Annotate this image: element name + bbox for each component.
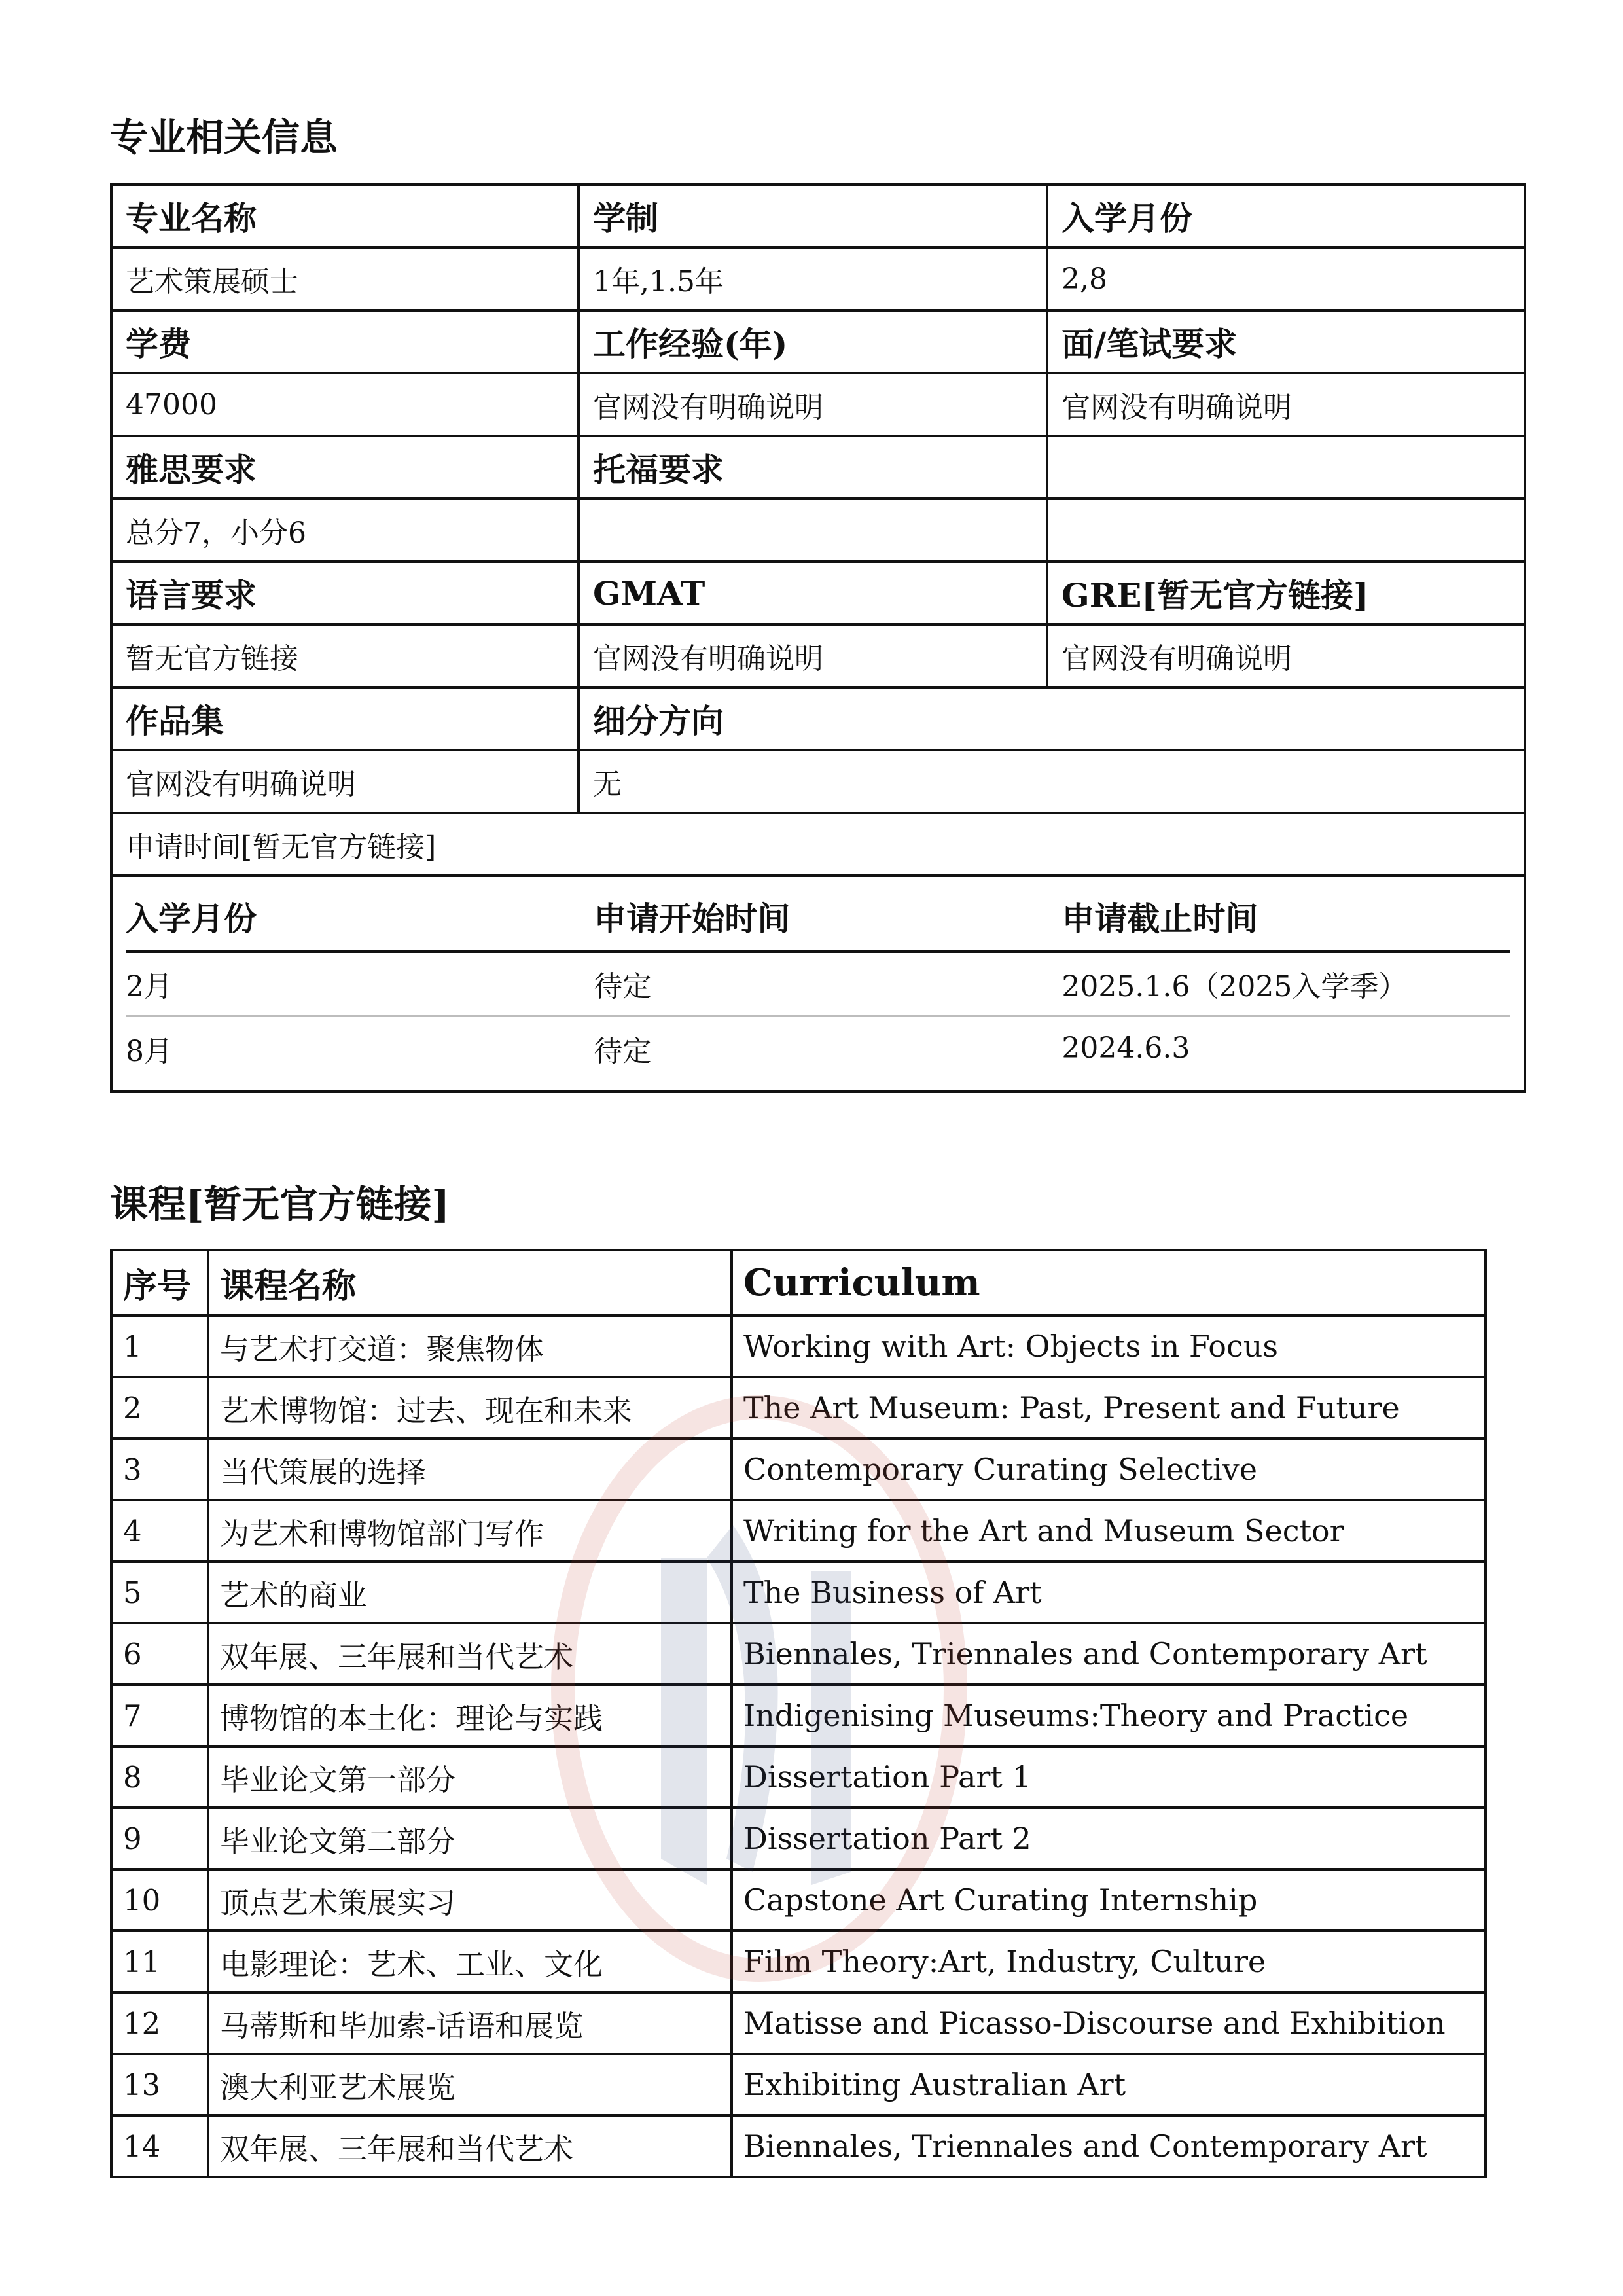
course-number: 14 xyxy=(111,2115,208,2177)
course-name-en: Dissertation Part 2 xyxy=(732,1808,1486,1869)
info-header-cell: 工作经验(年) xyxy=(579,310,1047,373)
table-row xyxy=(111,1685,1486,1746)
course-name-cn: 与艺术打交道：聚焦物体 xyxy=(208,1316,732,1377)
curriculum-header-cell: Curriculum xyxy=(732,1250,1486,1316)
timeline-header-cell: 申请截止时间 xyxy=(1061,882,1510,952)
curriculum-header-cell: 序号 xyxy=(111,1250,208,1316)
course-name-en: Indigenising Museums:Theory and Practice xyxy=(732,1685,1486,1746)
table-row xyxy=(111,1439,1486,1500)
program-info-table xyxy=(110,183,1526,1093)
direction-label: 细分方向 xyxy=(579,687,1525,750)
info-value-row xyxy=(111,624,1525,687)
course-number: 4 xyxy=(111,1500,208,1562)
section-title-curriculum: 课程[暂无官方链接] xyxy=(110,1182,450,1227)
info-header-row xyxy=(111,185,1525,247)
course-number: 7 xyxy=(111,1685,208,1746)
course-number: 13 xyxy=(111,2054,208,2115)
info-value-row xyxy=(111,373,1525,436)
info-value-cell: 总分7，小分6 xyxy=(111,499,579,562)
timeline-cell: 待定 xyxy=(594,952,1061,1016)
info-header-cell: GMAT xyxy=(579,562,1047,624)
course-number: 9 xyxy=(111,1808,208,1869)
info-header-cell: 入学月份 xyxy=(1047,185,1525,247)
portfolio-value: 官网没有明确说明 xyxy=(111,750,579,813)
timeline-container xyxy=(111,876,1525,1092)
timeline-cell: 8月 xyxy=(126,1034,173,1068)
timeline-cell: 2025.1.6（2025入学季） xyxy=(1061,952,1510,1016)
timeline-row-item xyxy=(126,1016,1510,1080)
table-row xyxy=(111,1992,1486,2054)
course-number: 1 xyxy=(111,1316,208,1377)
info-header-row xyxy=(111,687,1525,750)
curriculum-header-cell: 课程名称 xyxy=(208,1250,732,1316)
table-row xyxy=(111,1623,1486,1685)
course-name-cn: 毕业论文第二部分 xyxy=(208,1808,732,1869)
info-header-cell: 学费 xyxy=(111,310,579,373)
course-name-en: The Business of Art xyxy=(732,1562,1486,1623)
course-name-en: Capstone Art Curating Internship xyxy=(732,1869,1486,1931)
course-name-en: Film Theory:Art, Industry, Culture xyxy=(732,1931,1486,1992)
info-value-cell: 47000 xyxy=(111,373,579,436)
timeline-header-cell: 入学月份 xyxy=(126,882,594,952)
course-number: 2 xyxy=(111,1377,208,1439)
info-header-row xyxy=(111,436,1525,499)
info-header-cell: 语言要求 xyxy=(111,562,579,624)
info-value-row xyxy=(111,499,1525,562)
info-header-cell: 专业名称 xyxy=(111,185,579,247)
course-number: 6 xyxy=(111,1623,208,1685)
application-timeline-table xyxy=(126,882,1510,1080)
course-number: 11 xyxy=(111,1931,208,1992)
course-name-cn: 双年展、三年展和当代艺术 xyxy=(208,2115,732,2177)
curriculum-header-row xyxy=(111,1250,1486,1316)
info-header-cell: 学制 xyxy=(579,185,1047,247)
info-value-cell: 2,8 xyxy=(1047,247,1525,310)
table-row xyxy=(111,1562,1486,1623)
course-name-en: Writing for the Art and Museum Sector xyxy=(732,1500,1486,1562)
timeline-cell: 2月 xyxy=(126,952,594,1016)
table-row xyxy=(111,1500,1486,1562)
info-value-cell: 官网没有明确说明 xyxy=(1047,624,1525,687)
info-header-cell xyxy=(1047,436,1525,499)
course-name-en: Working with Art: Objects in Focus xyxy=(732,1316,1486,1377)
info-header-row xyxy=(111,562,1525,624)
info-value-row xyxy=(111,750,1525,813)
info-value-cell: 1年,1.5年 xyxy=(579,247,1047,310)
info-value-cell: 官网没有明确说明 xyxy=(1047,373,1525,436)
table-row xyxy=(111,1931,1486,1992)
course-name-cn: 顶点艺术策展实习 xyxy=(208,1869,732,1931)
timeline-cell: 待定 xyxy=(594,1034,652,1068)
info-header-row xyxy=(111,310,1525,373)
table-row xyxy=(111,2115,1486,2177)
course-name-en: Dissertation Part 1 xyxy=(732,1746,1486,1808)
portfolio-label: 作品集 xyxy=(111,687,579,750)
course-name-en: Exhibiting Australian Art xyxy=(732,2054,1486,2115)
table-row xyxy=(111,1808,1486,1869)
course-name-cn: 艺术博物馆：过去、现在和未来 xyxy=(208,1377,732,1439)
info-header-cell: 托福要求 xyxy=(579,436,1047,499)
table-row xyxy=(111,1746,1486,1808)
table-row xyxy=(111,2054,1486,2115)
info-header-cell: GRE[暂无官方链接] xyxy=(1047,562,1525,624)
info-value-cell xyxy=(1047,499,1525,562)
course-name-cn: 双年展、三年展和当代艺术 xyxy=(208,1623,732,1685)
course-number: 10 xyxy=(111,1869,208,1931)
timeline-cell: 2024.6.3 xyxy=(1061,1031,1190,1066)
course-name-cn: 当代策展的选择 xyxy=(208,1439,732,1500)
course-number: 5 xyxy=(111,1562,208,1623)
info-header-cell: 雅思要求 xyxy=(111,436,579,499)
curriculum-table xyxy=(110,1249,1487,2178)
course-number: 8 xyxy=(111,1746,208,1808)
course-name-en: Biennales, Triennales and Contemporary Art xyxy=(732,1623,1486,1685)
course-name-en: Matisse and Picasso-Discourse and Exhibition xyxy=(732,1992,1486,2054)
course-name-cn: 为艺术和博物馆部门写作 xyxy=(208,1500,732,1562)
info-header-cell: 面/笔试要求 xyxy=(1047,310,1525,373)
course-name-cn: 澳大利亚艺术展览 xyxy=(208,2054,732,2115)
course-name-cn: 毕业论文第一部分 xyxy=(208,1746,732,1808)
application-time-row xyxy=(111,813,1525,876)
timeline-row-item xyxy=(126,952,1510,1016)
application-time-label: 申请时间[暂无官方链接] xyxy=(111,813,1525,876)
course-name-en: Biennales, Triennales and Contemporary Art xyxy=(732,2115,1486,2177)
info-value-cell: 官网没有明确说明 xyxy=(579,624,1047,687)
course-number: 12 xyxy=(111,1992,208,2054)
table-row xyxy=(111,1869,1486,1931)
info-value-row xyxy=(111,247,1525,310)
course-name-cn: 电影理论：艺术、工业、文化 xyxy=(208,1931,732,1992)
course-name-cn: 艺术的商业 xyxy=(208,1562,732,1623)
course-name-cn: 马蒂斯和毕加索-话语和展览 xyxy=(208,1992,732,2054)
timeline-header-cell: 申请开始时间 xyxy=(594,882,1061,952)
timeline-row xyxy=(111,876,1525,1092)
direction-value: 无 xyxy=(579,750,1525,813)
timeline-header-row xyxy=(126,882,1510,952)
table-row xyxy=(111,1377,1486,1439)
info-value-cell: 暂无官方链接 xyxy=(111,624,579,687)
course-number: 3 xyxy=(111,1439,208,1500)
section-title-program-info: 专业相关信息 xyxy=(110,115,338,160)
course-name-en: The Art Museum: Past, Present and Future xyxy=(732,1377,1486,1439)
course-name-en: Contemporary Curating Selective xyxy=(732,1439,1486,1500)
table-row xyxy=(111,1316,1486,1377)
info-value-cell: 艺术策展硕士 xyxy=(111,247,579,310)
info-value-cell xyxy=(579,499,1047,562)
course-name-cn: 博物馆的本土化：理论与实践 xyxy=(208,1685,732,1746)
info-value-cell: 官网没有明确说明 xyxy=(579,373,1047,436)
